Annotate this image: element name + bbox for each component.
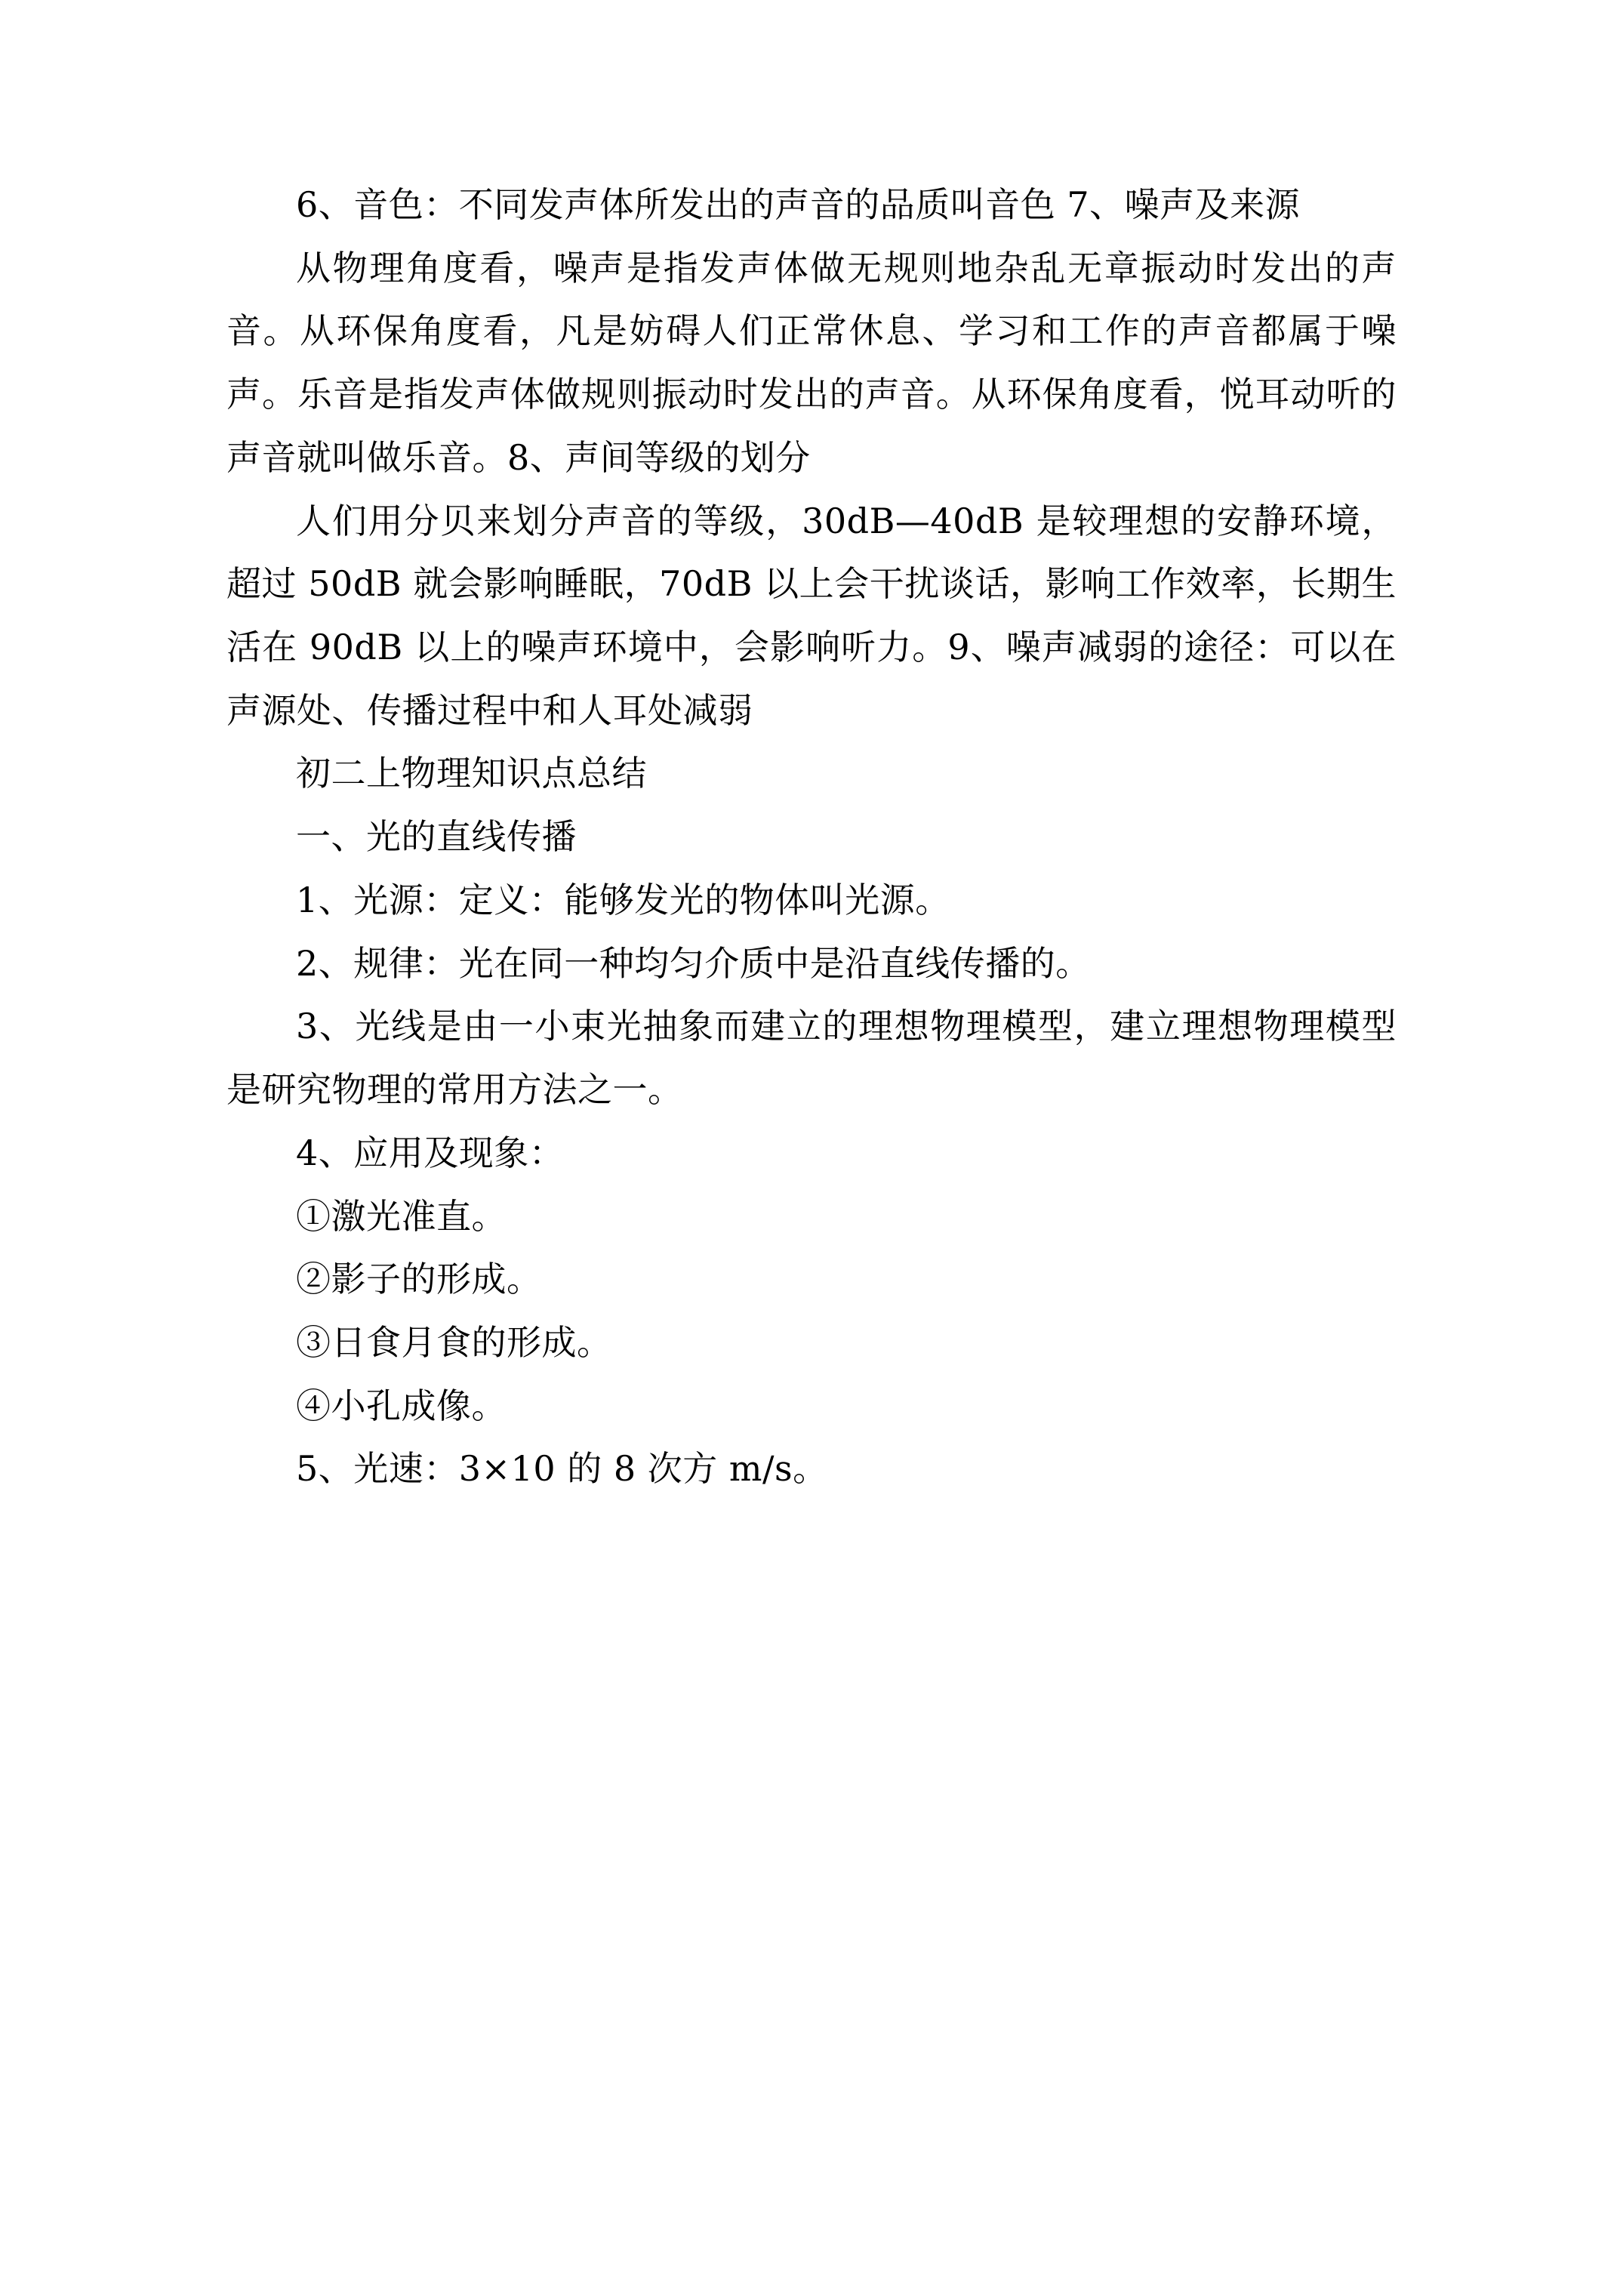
paragraph-light-ray-model: 3、光线是由一小束光抽象而建立的理想物理模型，建立理想物理模型是研究物理的常用方法之一。 [226,1006,1397,1111]
paragraph-application-eclipse: ③日食月食的形成。 [296,1321,612,1363]
paragraph-applications-heading: 4、应用及现象： [296,1132,565,1173]
paragraph-application-pinhole: ④小孔成像。 [296,1385,507,1426]
paragraph-heading-light-propagation: 一、光的直线传播 [296,816,577,858]
paragraph-decibel-levels: 人们用分贝来划分声音的等级，30dB—40dB 是较理想的安静环境，超过 50dB 就会影响睡眠，70dB 以上会干扰谈话，影响工作效率，长期生活在 90dB 以上的噪声环境中，会影响听力。9、噪声减弱的途径：可以在声源处、传播过程中和人耳处减弱 [226,500,1397,731]
paragraph-application-shadow: ②影子的形成。 [296,1259,542,1300]
paragraph-light-rule: 2、规律：光在同一种均匀介质中是沿直线传播的。 [296,942,1091,984]
paragraph-sound-timbre: 6、音色：不同发声体所发出的声音的品质叫音色 7、噪声及来源 [296,184,1301,225]
paragraph-application-laser: ①激光准直。 [296,1195,507,1237]
paragraph-light-speed: 5、光速：3×10 的 8 次方 m/s。 [296,1448,828,1490]
paragraph-light-source: 1、光源：定义：能够发光的物体叫光源。 [296,879,950,920]
paragraph-section-title: 初二上物理知识点总结 [296,753,647,794]
document-body [226,174,1397,1501]
paragraph-noise-definition: 从物理角度看，噪声是指发声体做无规则地杂乱无章振动时发出的声音。从环保角度看，凡是妨碍人们正常休息、学习和工作的声音都属于噪声。乐音是指发声体做规则振动时发出的声音。从环保角度看，悦耳动听的声音就叫做乐音。8、声间等级的划分 [226,247,1397,478]
